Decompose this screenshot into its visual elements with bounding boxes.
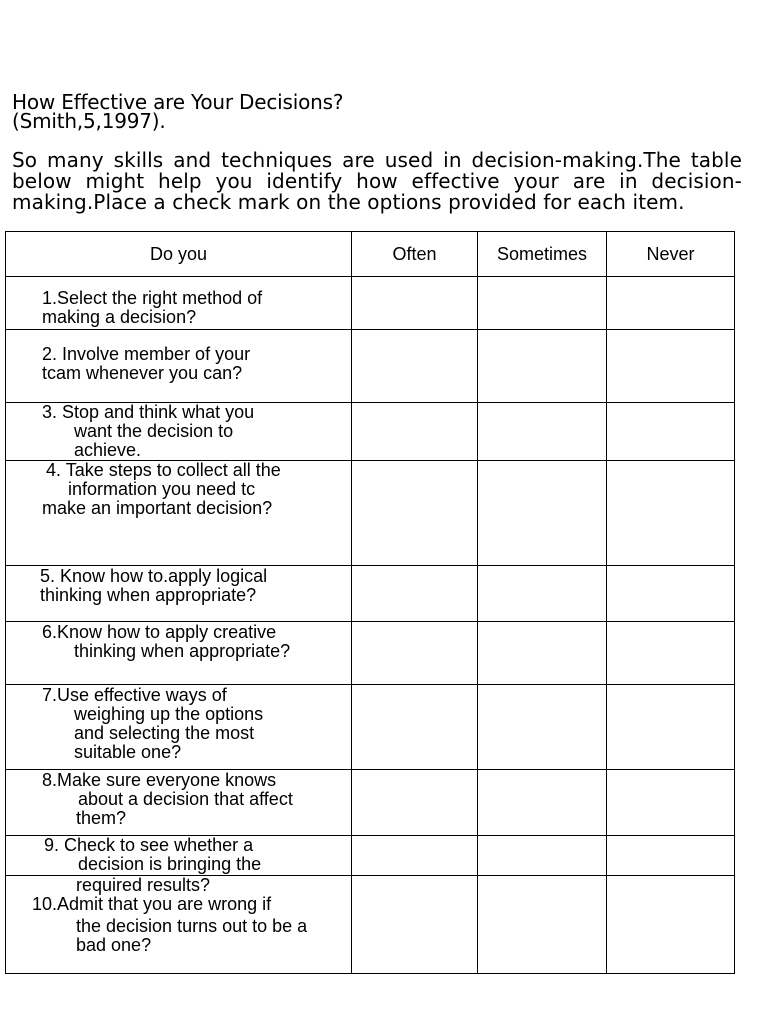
often-checkbox-cell[interactable]	[352, 836, 478, 876]
item-text: required results?	[76, 875, 211, 895]
sometimes-checkbox-cell[interactable]	[478, 461, 607, 566]
sometimes-checkbox-cell[interactable]	[478, 836, 607, 876]
often-checkbox-cell[interactable]	[352, 770, 478, 836]
often-checkbox-cell[interactable]	[352, 685, 478, 770]
sometimes-checkbox-cell[interactable]	[478, 770, 607, 836]
item-text: want the decision to	[74, 421, 234, 441]
item-text: the decision turns out to be a	[76, 916, 308, 936]
item-cell	[6, 277, 352, 330]
never-checkbox-cell[interactable]	[607, 685, 735, 770]
table-row	[6, 770, 735, 836]
item-cell	[6, 403, 352, 461]
table-row	[6, 277, 735, 330]
item-cell	[6, 876, 352, 974]
item-text: bad one?	[76, 935, 152, 955]
never-checkbox-cell[interactable]	[607, 403, 735, 461]
item-text: achieve.	[74, 440, 142, 460]
item-cell	[6, 685, 352, 770]
item-text: make an important decision?	[42, 498, 273, 518]
table-row	[6, 566, 735, 622]
header-sometimes: Sometimes	[478, 232, 607, 277]
decision-checklist-table	[5, 231, 735, 974]
never-checkbox-cell[interactable]	[607, 622, 735, 685]
sometimes-checkbox-cell[interactable]	[478, 330, 607, 403]
item-text: and selecting the most	[74, 723, 255, 743]
never-checkbox-cell[interactable]	[607, 277, 735, 330]
sometimes-checkbox-cell[interactable]	[478, 277, 607, 330]
title-line-1: How Effective are Your Decisions?	[12, 90, 344, 114]
header-do-you: Do you	[6, 232, 352, 277]
table-row	[6, 622, 735, 685]
often-checkbox-cell[interactable]	[352, 330, 478, 403]
often-checkbox-cell[interactable]	[352, 876, 478, 974]
table-row	[6, 876, 735, 974]
never-checkbox-cell[interactable]	[607, 566, 735, 622]
item-text: 9. Check to see whether a	[44, 835, 254, 855]
item-text: 10.Admit that you are wrong if	[32, 894, 272, 914]
title-citation: (Smith,5,1997).	[12, 109, 166, 133]
item-text: 1.Select the right method of	[42, 288, 263, 308]
often-checkbox-cell[interactable]	[352, 566, 478, 622]
intro-paragraph: So many skills and techniques are used in decision-making.The table below might help you identify how effective your are in decision-making.Place a check mark on the options provided for each item.	[12, 148, 742, 214]
item-cell	[6, 461, 352, 566]
never-checkbox-cell[interactable]	[607, 770, 735, 836]
never-checkbox-cell[interactable]	[607, 461, 735, 566]
never-checkbox-cell[interactable]	[607, 876, 735, 974]
item-text: 2. Involve member of your	[42, 344, 251, 364]
never-checkbox-cell[interactable]	[607, 836, 735, 876]
item-text: decision is bringing the	[78, 854, 262, 874]
often-checkbox-cell[interactable]	[352, 403, 478, 461]
item-text: tcam whenever you can?	[42, 363, 243, 383]
page-title	[12, 90, 344, 133]
item-text: weighing up the options	[74, 704, 264, 724]
table-row	[6, 330, 735, 403]
table-row	[6, 836, 735, 876]
item-text: them?	[76, 808, 127, 828]
often-checkbox-cell[interactable]	[352, 277, 478, 330]
item-cell	[6, 770, 352, 836]
item-text: 6.Know how to apply creative	[42, 622, 277, 642]
item-text: information you need tc	[68, 479, 256, 499]
item-text: 7.Use effective ways of	[42, 685, 227, 705]
item-text: about a decision that affect	[78, 789, 293, 809]
item-text: suitable one?	[74, 742, 182, 762]
sometimes-checkbox-cell[interactable]	[478, 876, 607, 974]
item-cell	[6, 836, 352, 876]
item-text: 8.Make sure everyone knows	[42, 770, 277, 790]
item-text: 4. Take steps to collect all the	[46, 460, 281, 480]
table-row	[6, 403, 735, 461]
sometimes-checkbox-cell[interactable]	[478, 403, 607, 461]
header-never: Never	[607, 232, 735, 277]
header-often: Often	[352, 232, 478, 277]
item-text: 5. Know how to.apply logical	[40, 566, 268, 586]
item-text: thinking when appropriate?	[40, 585, 257, 605]
sometimes-checkbox-cell[interactable]	[478, 566, 607, 622]
item-cell	[6, 622, 352, 685]
header-row	[6, 232, 735, 277]
sometimes-checkbox-cell[interactable]	[478, 622, 607, 685]
item-text: 3. Stop and think what you	[42, 402, 255, 422]
item-cell	[6, 566, 352, 622]
never-checkbox-cell[interactable]	[607, 330, 735, 403]
item-cell	[6, 330, 352, 403]
table-row	[6, 685, 735, 770]
item-text: thinking when appropriate?	[74, 641, 291, 661]
item-text: making a decision?	[42, 307, 197, 327]
often-checkbox-cell[interactable]	[352, 461, 478, 566]
sometimes-checkbox-cell[interactable]	[478, 685, 607, 770]
often-checkbox-cell[interactable]	[352, 622, 478, 685]
table-row	[6, 461, 735, 566]
